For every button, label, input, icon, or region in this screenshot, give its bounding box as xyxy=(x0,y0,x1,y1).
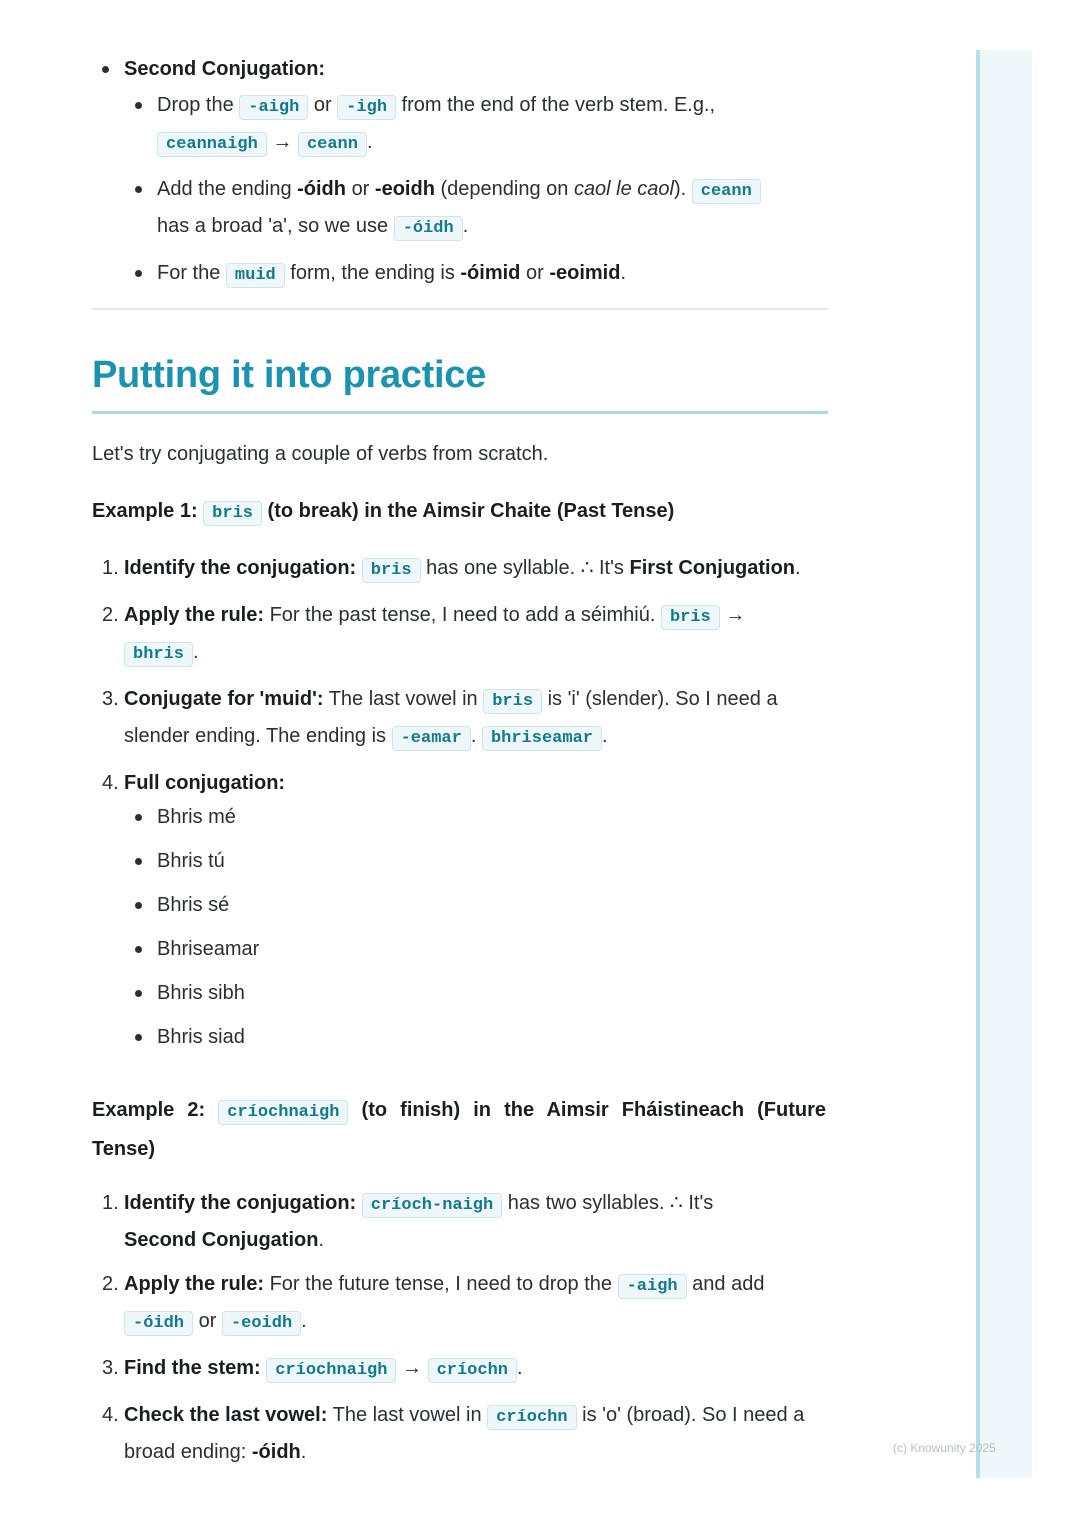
list-item: For the muid form, the ending is -óimid or -eoimid. xyxy=(125,256,828,293)
code-snippet: bhriseamar xyxy=(482,726,602,751)
divider xyxy=(92,308,828,310)
code-snippet: críoch-naigh xyxy=(362,1193,502,1218)
code-snippet: bris xyxy=(203,501,262,526)
example-1-steps xyxy=(92,551,828,1054)
list-item: Bhris mé xyxy=(125,800,828,834)
list-item: 1. Identify the conjugation: críoch-naigh has two syllables. ∴ It's Second Conjugation. xyxy=(102,1192,714,1251)
code-snippet: -óidh xyxy=(394,216,463,241)
code-snippet: críochnaigh xyxy=(266,1358,396,1383)
list-item: 1. Identify the conjugation: bris has one syllable. ∴ It's First Conjugation. xyxy=(92,551,828,588)
code-snippet: -eamar xyxy=(392,726,471,751)
code-snippet: -eoidh xyxy=(222,1311,301,1336)
list-item: 2. Apply the rule: For the future tense, I need to drop the -aigh and add -óidh or -eoidh . xyxy=(92,1267,828,1341)
copyright-footer: (c) Knowunity 2025 xyxy=(893,1441,996,1455)
code-snippet: bhris xyxy=(124,642,193,667)
code-snippet: bris xyxy=(362,558,421,583)
example-1-heading: Example 1: bris (to break) in the Aimsir Chaite (Past Tense) xyxy=(92,494,828,531)
list-item: 2. Apply the rule: For the past tense, I need to add a séimhiú. bris → bhris . xyxy=(92,598,828,672)
second-conjugation-heading: Second Conjugation: xyxy=(124,58,326,80)
page-sidebar xyxy=(976,50,1032,1478)
code-snippet: -óidh xyxy=(124,1311,193,1336)
arrow-icon: → xyxy=(272,131,293,153)
list-item: Bhriseamar xyxy=(125,932,828,966)
code-snippet: críochn xyxy=(428,1358,517,1383)
list-item: Bhris siad xyxy=(125,1020,828,1054)
example-2-heading: Example 2: críochnaigh (to finish) in the Aimsir Fháistineach (Future Tense) xyxy=(92,1099,827,1160)
arrow-icon: → xyxy=(725,604,746,626)
code-snippet: críochnaigh xyxy=(218,1100,348,1125)
code-snippet: -aigh xyxy=(239,95,308,120)
list-item: 3. Conjugate for 'muid': The last vowel in bris is 'i' (slender). So I need a slender ending. The ending is -eamar . bhriseamar . xyxy=(92,682,828,756)
code-snippet: bris xyxy=(483,689,542,714)
arrow-icon: → xyxy=(402,1357,423,1379)
list-item: 4. Check the last vowel: The last vowel in críochn is 'o' (broad). So I need a broad ending: -óidh. xyxy=(102,1404,805,1463)
code-snippet: muid xyxy=(226,263,285,288)
list-item: 4. Full conjugation: Bhris mé Bhris tú Bhris sé Bhriseamar Bhris sibh Bhris siad xyxy=(92,766,828,1054)
list-item: Bhris sibh xyxy=(125,976,828,1010)
list-item: Add the ending -óidh or -eoidh (depending on caol le caol). ceann has a broad 'a', so we use -óidh . xyxy=(125,172,828,246)
code-snippet: ceann xyxy=(692,179,761,204)
list-item: 3. Find the stem: críochnaigh → críochn . xyxy=(92,1351,828,1388)
code-snippet: críochn xyxy=(487,1405,576,1430)
code-snippet: -igh xyxy=(337,95,396,120)
list-item: Bhris tú xyxy=(125,844,828,878)
code-snippet: -aigh xyxy=(618,1274,687,1299)
list-item xyxy=(92,52,828,86)
code-snippet: ceannaigh xyxy=(157,132,267,157)
list-item: Bhris sé xyxy=(125,888,828,922)
second-conjugation-block xyxy=(92,52,828,293)
section-title: Putting it into practice xyxy=(92,354,828,414)
example-2-steps xyxy=(92,1186,828,1469)
code-snippet: bris xyxy=(661,605,720,630)
section-intro: Let's try conjugating a couple of verbs from scratch. xyxy=(92,443,549,465)
code-snippet: ceann xyxy=(298,132,367,157)
list-item: Drop the -aigh or -igh from the end of the verb stem. E.g., ceannaigh → ceann . xyxy=(125,88,828,162)
